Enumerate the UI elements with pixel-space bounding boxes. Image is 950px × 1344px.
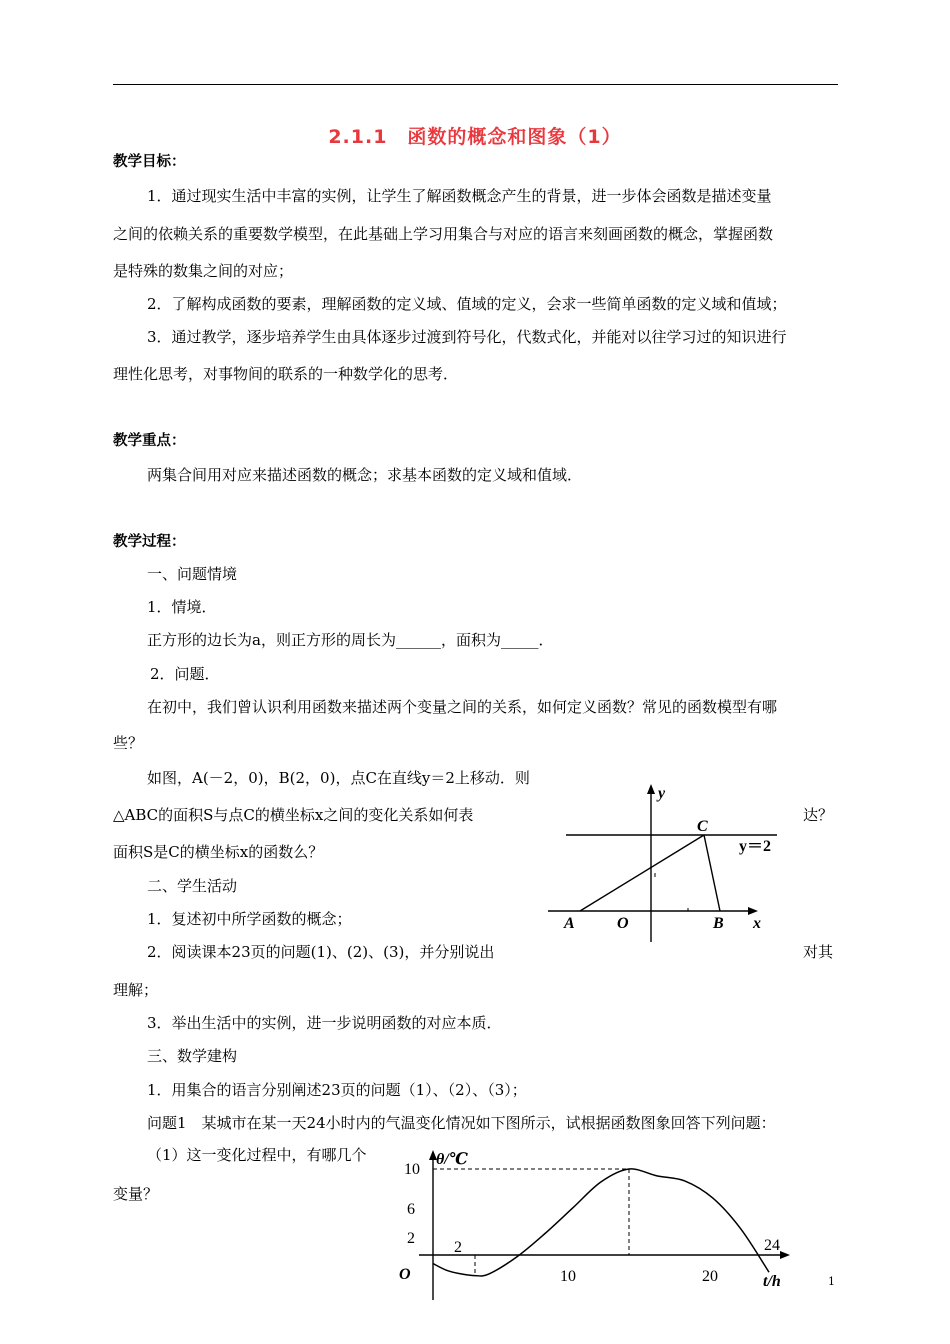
focus-text: 两集合间用对应来描述函数的概念；求基本函数的定义域和值域． — [147, 466, 583, 484]
figure-text-line-3: 面积S是C的横坐标x的函数么？ — [113, 843, 324, 861]
x-axis-label: x — [753, 915, 761, 932]
y-tick-label: 2 — [407, 1230, 415, 1247]
question-line-2: 些？ — [113, 734, 144, 752]
section-1-item-2: 2．问题． — [150, 665, 220, 683]
chart-x-arrow — [780, 1251, 790, 1259]
origin-label: O — [617, 915, 629, 932]
activity-2b: 对其 — [803, 943, 834, 961]
section-3-heading: 三、数学建构 — [147, 1047, 238, 1065]
temperature-chart — [395, 1148, 795, 1344]
question-line-1: 在初中，我们曾认识利用函数来描述两个变量之间的关系，如何定义函数？常见的函数模型有哪 — [147, 698, 778, 716]
x-tick-label: 24 — [764, 1237, 780, 1254]
figure-text-line-2b: 达？ — [803, 806, 834, 824]
x-tick-label: 2 — [454, 1239, 462, 1256]
scenario-text: 正方形的边长为a，则正方形的周长为______，面积为_____． — [147, 631, 554, 649]
chart-y-label: θ/℃ — [436, 1151, 468, 1168]
page-number: 1 — [828, 1275, 835, 1288]
point-a-label: A — [564, 915, 575, 932]
section-2-heading: 二、学生活动 — [147, 877, 238, 895]
chart-x-label: t/h — [763, 1273, 781, 1290]
goal-2: 2．了解构成函数的要素，理解函数的定义域、值域的定义，会求一些简单函数的定义域和值域； — [147, 295, 787, 313]
y-tick-label: 6 — [407, 1201, 415, 1218]
problem-1-q1b: 变量？ — [113, 1185, 159, 1203]
activity-3: 3．举出生活中的实例，进一步说明函数的对应本质． — [147, 1014, 502, 1032]
side-ac — [580, 835, 704, 911]
x-tick-label: 10 — [560, 1268, 576, 1285]
side-cb — [704, 835, 720, 911]
point-c-label: C — [697, 818, 708, 835]
chart-guides — [433, 1169, 629, 1276]
y-axis-label: y — [658, 785, 666, 802]
problem-1: 问题1 某城市在某一天24小时内的气温变化情况如下图所示，试根据函数图象回答下列问题： — [147, 1114, 776, 1132]
x-axis-arrow — [748, 907, 758, 915]
header-rule — [113, 84, 838, 85]
y-tick-label: 10 — [404, 1161, 420, 1178]
goal-3-line-1: 3．通过教学，逐步培养学生由具体逐步过渡到符号化，代数式化，并能对以往学习过的知识进行 — [147, 328, 787, 346]
activity-1: 1．复述初中所学函数的概念； — [147, 910, 352, 928]
goal-1-line-2: 之间的依赖关系的重要数学模型，在此基础上学习用集合与对应的语言来刻画函数的概念，掌握函数 — [113, 225, 774, 243]
process-heading: 教学过程： — [113, 534, 186, 550]
activity-2c: 理解； — [113, 981, 159, 999]
page-title: 2.1.1 函数的概念和图象（1） — [328, 126, 622, 148]
activity-2a: 2．阅读课本23页的问题(1)、(2)、(3)，并分别说出 — [147, 943, 495, 961]
goal-3-line-2: 理性化思考，对事物间的联系的一种数学化的思考． — [113, 365, 459, 383]
goal-1-line-1: 1．通过现实生活中丰富的实例，让学生了解函数概念产生的背景，进一步体会函数是描述变量 — [147, 187, 772, 205]
point-b-label: B — [713, 915, 724, 932]
chart-origin-label: O — [399, 1266, 411, 1283]
y-axis-arrow — [647, 784, 655, 794]
section-1-heading: 一、问题情境 — [147, 565, 238, 583]
temperature-curve — [433, 1169, 769, 1276]
figure-text-line-1: 如图，A(－2，0)，B(2，0)，点C在直线y＝2上移动．则 — [147, 769, 530, 787]
goal-1-line-3: 是特殊的数集之间的对应； — [113, 262, 294, 280]
section-1-item-1: 1．情境． — [147, 598, 217, 616]
x-tick-label: 20 — [702, 1268, 718, 1285]
focus-heading: 教学重点： — [113, 433, 186, 449]
line-label: y＝2 — [739, 838, 772, 855]
problem-1-q1a: （1）这一变化过程中，有哪几个 — [147, 1146, 367, 1164]
chart-ticks — [404, 1161, 780, 1285]
figure-text-line-2a: △ABC的面积S与点C的横坐标x之间的变化关系如何表 — [113, 806, 474, 824]
build-1: 1．用集合的语言分别阐述23页的问题（1）、（2）、（3）； — [147, 1081, 527, 1099]
triangle-figure — [540, 780, 790, 950]
goals-heading: 教学目标： — [113, 154, 186, 170]
